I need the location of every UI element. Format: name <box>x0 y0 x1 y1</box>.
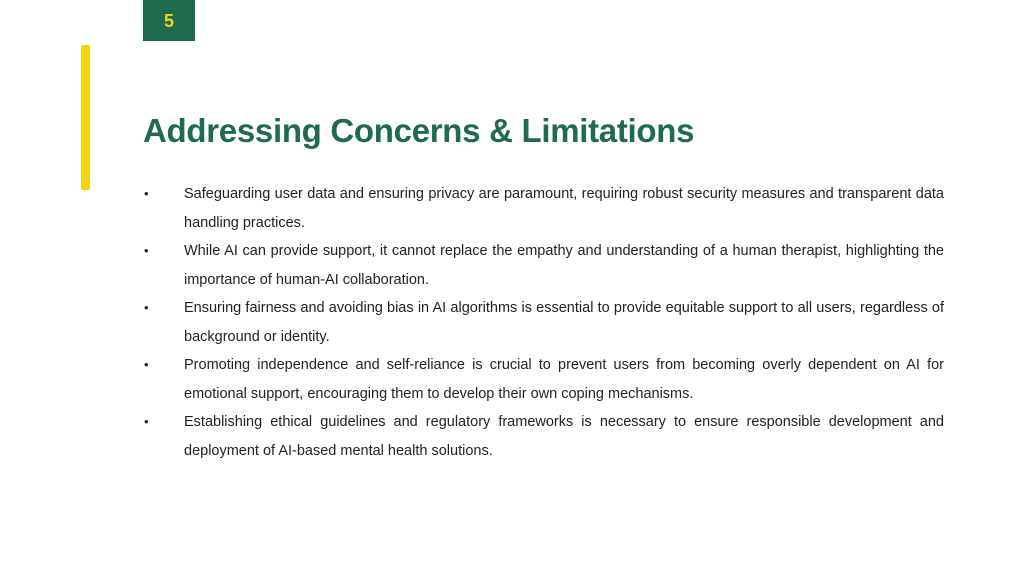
bullet-text: While AI can provide support, it cannot replace the empathy and understanding of a human therapist, highlighting the importance of human-AI collaboration. <box>184 243 944 288</box>
bullet-text: Establishing ethical guidelines and regulatory frameworks is necessary to ensure responsible development and deployment of AI-based mental health solutions. <box>184 414 944 459</box>
bullet-text: Safeguarding user data and ensuring privacy are paramount, requiring robust security measures and transparent data handling practices. <box>184 186 944 231</box>
bullet-item <box>143 237 944 294</box>
accent-bar <box>81 45 90 190</box>
page-number-badge <box>143 0 195 41</box>
slide-title: Addressing Concerns & Limitations <box>143 112 695 149</box>
bullet-item <box>143 408 944 465</box>
bullet-item <box>143 351 944 408</box>
bullet-text: Promoting independence and self-reliance is crucial to prevent users from becoming overly dependent on AI for emotional support, encouraging them to develop their own coping mechanisms. <box>184 357 944 402</box>
bullet-dot-icon: • <box>144 186 149 201</box>
page-number: 5 <box>163 10 174 31</box>
bullet-dot-icon: • <box>144 300 149 315</box>
bullet-item <box>143 294 944 351</box>
bullet-list <box>143 180 944 465</box>
bullet-item <box>143 180 944 237</box>
bullet-dot-icon: • <box>144 357 149 372</box>
bullet-text: Ensuring fairness and avoiding bias in AI algorithms is essential to provide equitable support to all users, regardless of background or identity. <box>184 300 944 345</box>
bullet-dot-icon: • <box>144 243 149 258</box>
bullet-dot-icon: • <box>144 414 149 429</box>
